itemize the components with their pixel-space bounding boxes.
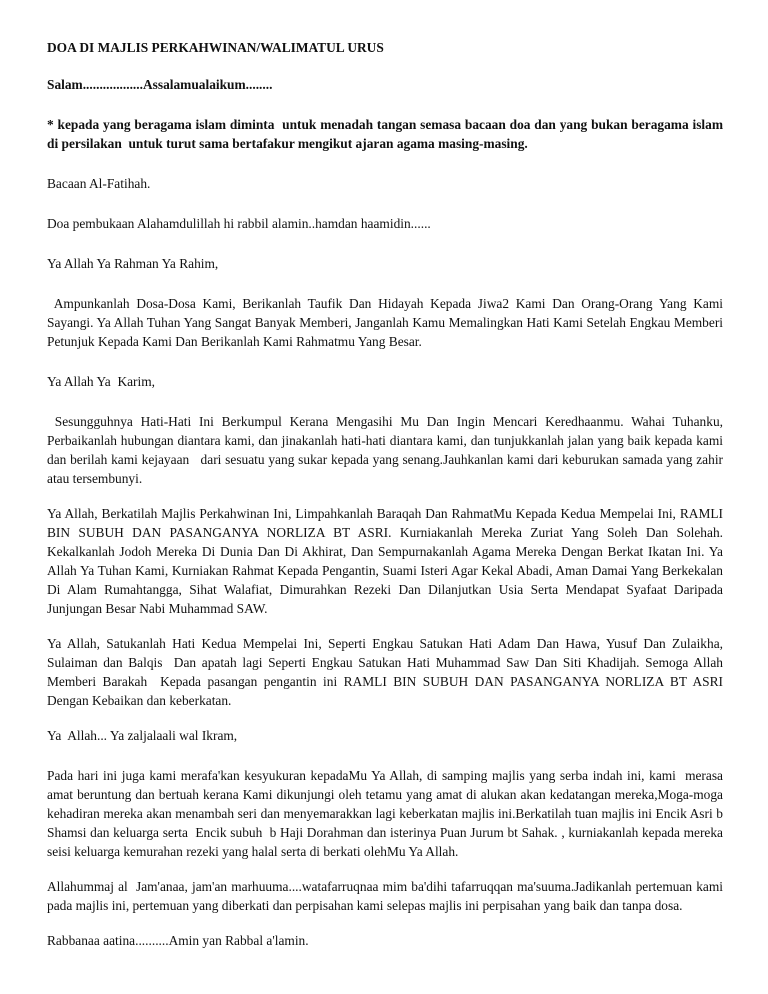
blessing-couple-paragraph: Ya Allah, Berkatilah Majlis Perkahwinan Ini, Limpahkanlah Baraqah Dan RahmatMu Kepada Kedua Mempelai Ini, RAMLI BIN SUBUH DAN PASANGANYA NORLIZA BT ASRI. Kurniakanlah Mereka Zuriat Yang Soleh Dan Solehah. Kekalkanlah Jodoh Mereka Di Dunia Dan Di Akhirat, Dan Sempurnakanlah Agama Mereka Dengan Berkat Ikatan Ini. Ya Allah Ya Tuhan Kami, Kurniakan Rahmat Kepada Pengantin, Suami Isteri Agar Kekal Abadi, Aman Damai Yang Berkekalan Di Alam Rumahtangga, Sihat Walafiat, Dimurahkan Rezeki Dan Dilanjutkan Usia Serta Mendapat Syafaat Daripada Junjungan Besar Nabi Muhammad SAW. (47, 506, 727, 616)
instruction-paragraph: * kepada yang beragama islam diminta untuk menadah tangan semasa bacaan doa dan yang bukan beragama islam di persilakan untuk turut sama bertafakur mengikut ajaran agama masing-masing. (47, 117, 727, 151)
invocation-ikram: Ya Allah... Ya zaljalaali wal Ikram, (47, 728, 238, 743)
hearts-paragraph: Sesungguhnya Hati-Hati Ini Berkumpul Kerana Mengasihi Mu Dan Ingin Mencari Keredhaanmu. Wahai Tuhanku, Perbaikanlah hubungan diantara kami, dan jinakanlah hati-hati diantara kami, dan tunjukkanlah jalan yang baik kepada kami dan berilah kami kejayaan dari sesuatu yang sukar kepada yang senang.Jauhkanlan kami dari keburukan samada yang zahir atau tersembunyi. (47, 414, 727, 486)
gratitude-paragraph: Pada hari ini juga kami merafa'kan kesyukuran kepadaMu Ya Allah, di samping majlis yang serba indah ini, kami merasa amat beruntung dan bertuah kerana Kami dikunjungi oleh tetamu yang amat di alukan akan kedatangan mereka,Moga-moga kehadiran mereka akan menambah seri dan menyemarakkan lagi keberkatan majlis ini.Berkatilah tuan majlis ini Encik Asri b Shamsi dan keluarga serta Encik subuh b Haji Dorahman dan isterinya Puan Jurum bt Sahak. , kurniakanlah kepada mereka seisi keluarga kemurahan rezeki yang halal serta di berkati olehMu Ya Allah. (47, 768, 727, 859)
salam-line: Salam..................Assalamualaikum........ (47, 77, 273, 92)
document-title: DOA DI MAJLIS PERKAHWINAN/WALIMATUL URUS (47, 40, 384, 55)
invocation-karim: Ya Allah Ya Karim, (47, 374, 156, 389)
unite-hearts-paragraph: Ya Allah, Satukanlah Hati Kedua Mempelai Ini, Seperti Engkau Satukan Hati Adam Dan Hawa, Yusuf Dan Zulaikha, Sulaiman dan Balqis Dan apatah lagi Seperti Engkau Satukan Hati Muhammad Saw Dan Siti Khadijah. Semoga Allah Memberi Barakah Kepada pasangan pengantin ini RAMLI BIN SUBUH DAN PASANGANYA NORLIZA BT ASRI Dengan Kebaikan dan keberkatan. (47, 636, 730, 708)
closing-line: Rabbanaa aatina..........Amin yan Rabbal a'lamin. (47, 933, 309, 948)
invocation-rahman: Ya Allah Ya Rahman Ya Rahim, (47, 256, 219, 271)
opening-prayer-line: Doa pembukaan Alahamdulillah hi rabbil alamin..hamdan haamidin...... (47, 216, 431, 231)
fatihah-line: Bacaan Al-Fatihah. (47, 176, 151, 191)
meeting-paragraph: Allahummaj al Jam'anaa, jam'an marhuuma....watafarruqnaa mim ba'dihi tafarruqqan ma'suuma.Jadikanlah pertemuan kami pada majlis ini, pertemuan yang diberkati dan perpisahan kami selepas majlis ini perpisahan yang baik dan tanpa dosa. (47, 879, 727, 913)
forgiveness-paragraph: Ampunkanlah Dosa-Dosa Kami, Berikanlah Taufik Dan Hidayah Kepada Jiwa2 Kami Dan Orang-Orang Yang Kami Sayangi. Ya Allah Tuhan Yang Sangat Banyak Memberi, Janganlah Kamu Memalingkan Hati Kami Setelah Engkau Memberi Petunjuk Kepada Kami Dan Berikanlah Kami Rahmatmu Yang Besar. (47, 296, 727, 349)
document-page (47, 38, 730, 966)
